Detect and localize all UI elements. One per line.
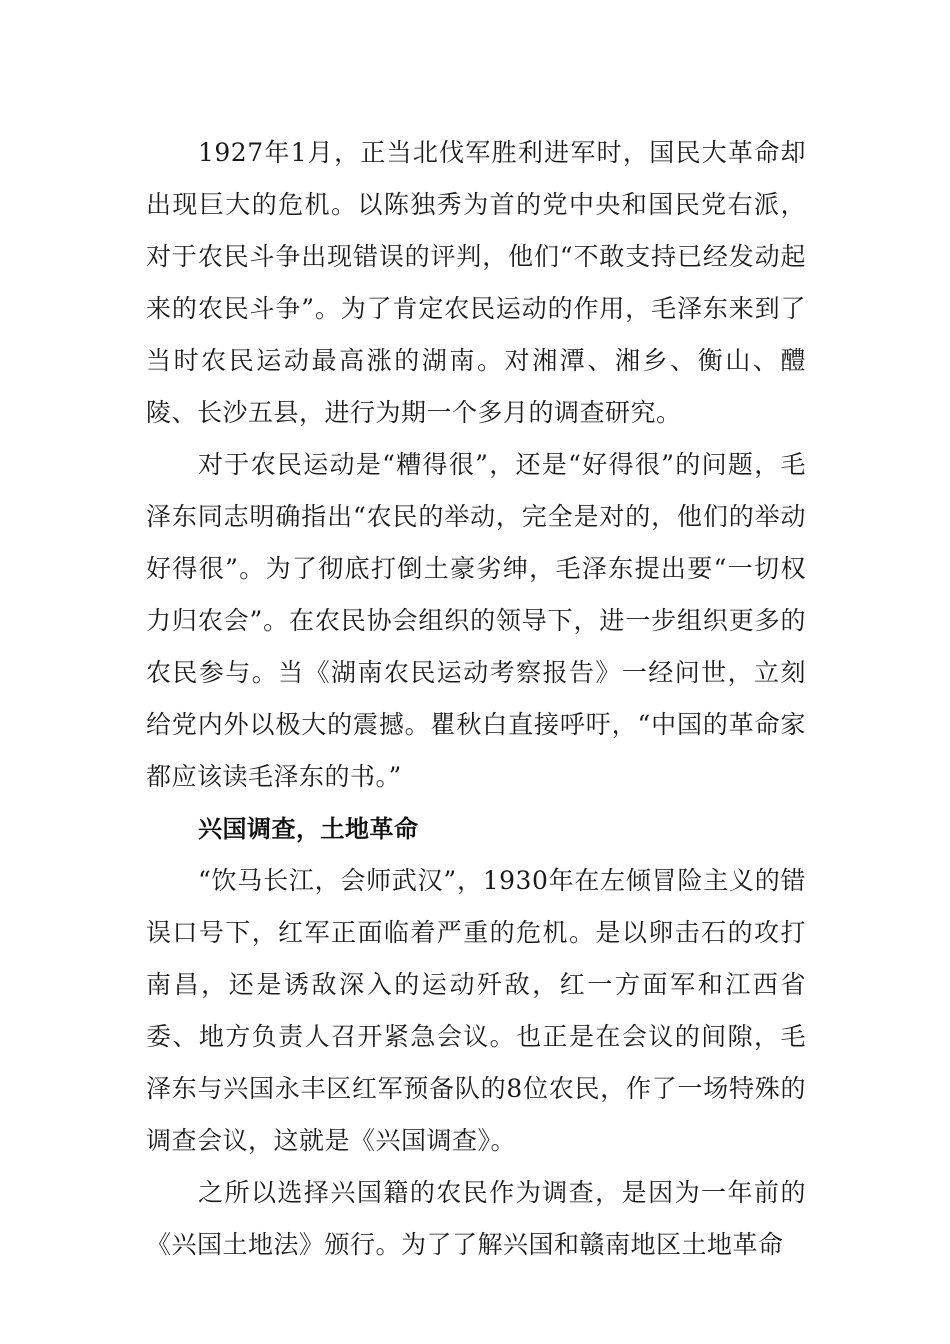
paragraph-xingguo-land-law: 之所以选择兴国籍的农民作为调查，是因为一年前的《兴国土地法》颁行。为了了解兴国和赣南地区土地革命 [146,1178,806,1259]
document-body [146,127,806,1271]
section-heading: 兴国调查，土地革命 [198,815,419,843]
paragraph-1927-crisis: 1927年1月，正当北伐军胜利进军时，国民大革命却出现巨大的危机。以陈独秀为首的党中央和国民党右派，对于农民斗争出现错误的评判，他们“不敢支持已经发动起来的农民斗争”。为了肯定农民运动的作用，毛泽东来到了当时农民运动最高涨的湖南。对湘潭、湘乡、衡山、醴陵、长沙五县，进行为期一个多月的调查研究。 [146,138,806,427]
paragraph-peasant-movement: 对于农民运动是“糟得很”，还是“好得很”的问题，毛泽东同志明确指出“农民的举动，完全是对的，他们的举动好得很”。为了彻底打倒土豪劣绅，毛泽东提出要“一切权力归农会”。在农民协会组织的领导下，进一步组织更多的农民参与。当《湖南农民运动考察报告》一经问世，立刻给党内外以极大的震撼。瞿秋白直接呼吁，“中国的革命家都应该读毛泽东的书。” [146,450,806,791]
paragraph-xingguo-investigation: “饮马长江，会师武汉”，1930年在左倾冒险主义的错误口号下，红军正面临着严重的危机。是以卵击石的攻打南昌，还是诱敌深入的运动歼敌，红一方面军和江西省委、地方负责人召开紧急会议。也正是在会议的间隙，毛泽东与兴国永丰区红军预备队的8位农民，作了一场特殊的调查会议，这就是《兴国调查》。 [146,866,806,1155]
